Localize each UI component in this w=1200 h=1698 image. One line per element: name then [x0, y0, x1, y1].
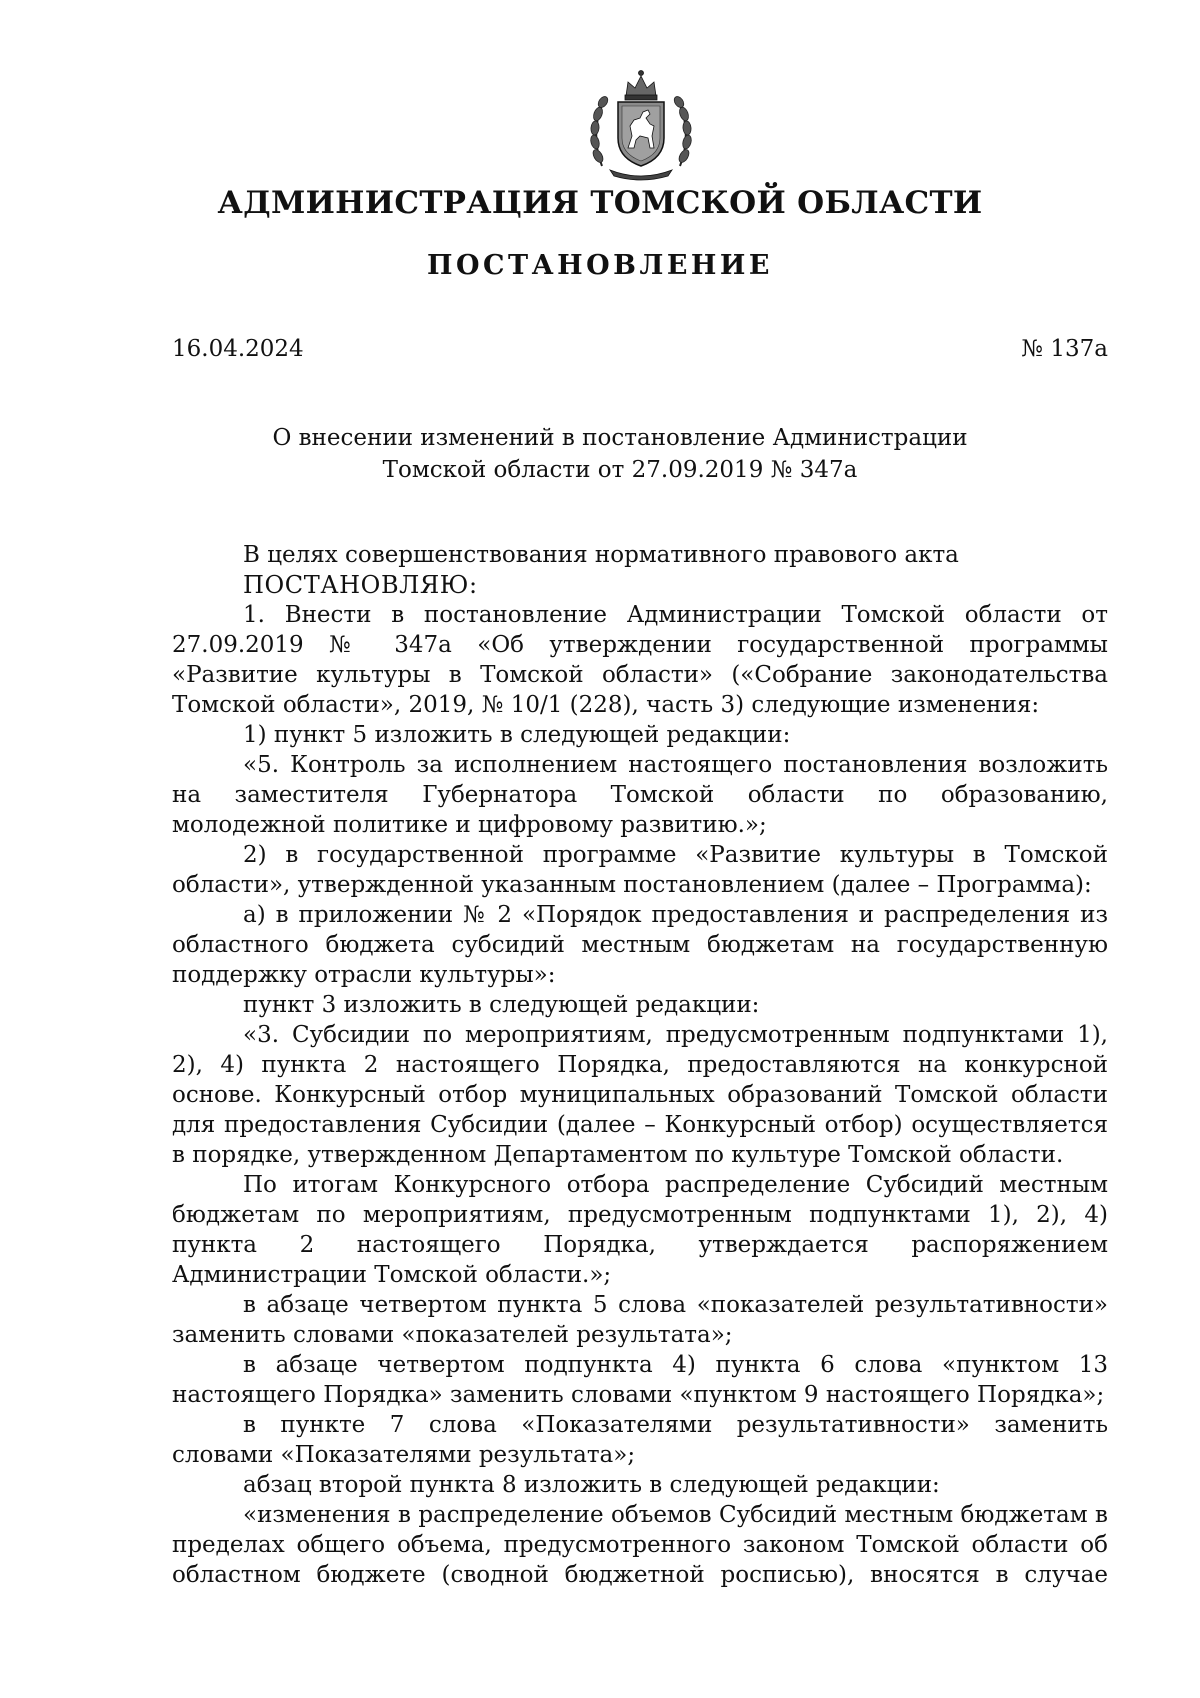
ribbon [610, 170, 672, 180]
paragraph: в абзаце четвертом подпункта 4) пункта 6 слова «пунктом 13 настоящего Порядка» заменить словами «пунктом 9 настоящего Порядка»; [172, 1352, 1108, 1408]
wreath-right [672, 95, 692, 166]
document-body [172, 540, 1108, 1590]
document-type: ПОСТАНОВЛЕНИЕ [427, 250, 773, 281]
paragraph: а) в приложении № 2 «Порядок предоставления и распределения из областного бюджета субсидий местным бюджетам на государственную поддержку отрасли культуры»: [172, 902, 1108, 988]
paragraph: «изменения в распределение объемов Субсидий местным бюджетам в пределах общего объема, предусмотренного законом Томской области об областном бюджете (сводной бюджетной росписью), вносятся в случае [172, 1502, 1108, 1588]
paragraph: 1) пункт 5 изложить в следующей редакции: [243, 722, 791, 748]
paragraph: По итогам Конкурсного отбора распределение Субсидий местным бюджетам по мероприятиям, предусмотренным подпунктами 1), 2), 4) пункта 2 настоящего Порядка, утверждается распоряжением Администрации Томской области.»; [172, 1172, 1108, 1288]
wreath-left [589, 95, 609, 166]
coat-of-arms-icon [588, 66, 694, 182]
subject-line: О внесении изменений в постановление Администрации [272, 425, 968, 451]
paragraph: 2) в государственной программе «Развитие культуры в Томской области», утвержденной указанным постановлением (далее – Программа): [172, 842, 1108, 898]
paragraph: пункт 3 изложить в следующей редакции: [243, 992, 760, 1018]
paragraph: в пункте 7 слова «Показателями результативности» заменить словами «Показателями результата»; [172, 1412, 1108, 1468]
document-subject [240, 422, 1000, 486]
document-number: № 137а [1021, 336, 1108, 362]
document-date: 16.04.2024 [172, 336, 304, 362]
decree-word: ПОСТАНОВЛЯЮ: [243, 571, 478, 599]
paragraph: абзац второй пункта 8 изложить в следующей редакции: [243, 1472, 940, 1498]
subject-line: Томской области от 27.09.2019 № 347а [382, 457, 858, 483]
paragraph: в абзаце четвертом пункта 5 слова «показателей результативности» заменить словами «показателей результата»; [172, 1292, 1108, 1348]
crown [625, 71, 657, 101]
organization-title: АДМИНИСТРАЦИЯ ТОМСКОЙ ОБЛАСТИ [217, 185, 983, 221]
paragraph: «3. Субсидии по мероприятиям, предусмотренным подпунктами 1), 2), 4) пункта 2 настоящего Порядка, предоставляются на конкурсной основе. Конкурсный отбор муниципальных образований Томской области для предоставления Субсидии (далее – Конкурсный отбор) осуществляется в порядке, утвержденном Департаментом по культуре Томской области. [172, 1022, 1108, 1168]
paragraph: 1. Внести в постановление Администрации Томской области от 27.09.2019 № 347а «Об утверждении государственной программы «Развитие культуры в Томской области» («Собрание законодательства Томской области», 2019, № 10/1 (228), часть 3) следующие изменения: [172, 602, 1108, 718]
preamble: В целях совершенствования нормативного правового акта [243, 542, 959, 568]
paragraph: «5. Контроль за исполнением настоящего постановления возложить на заместителя Губернатора Томской области по образованию, молодежной политике и цифровому развитию.»; [172, 752, 1108, 838]
